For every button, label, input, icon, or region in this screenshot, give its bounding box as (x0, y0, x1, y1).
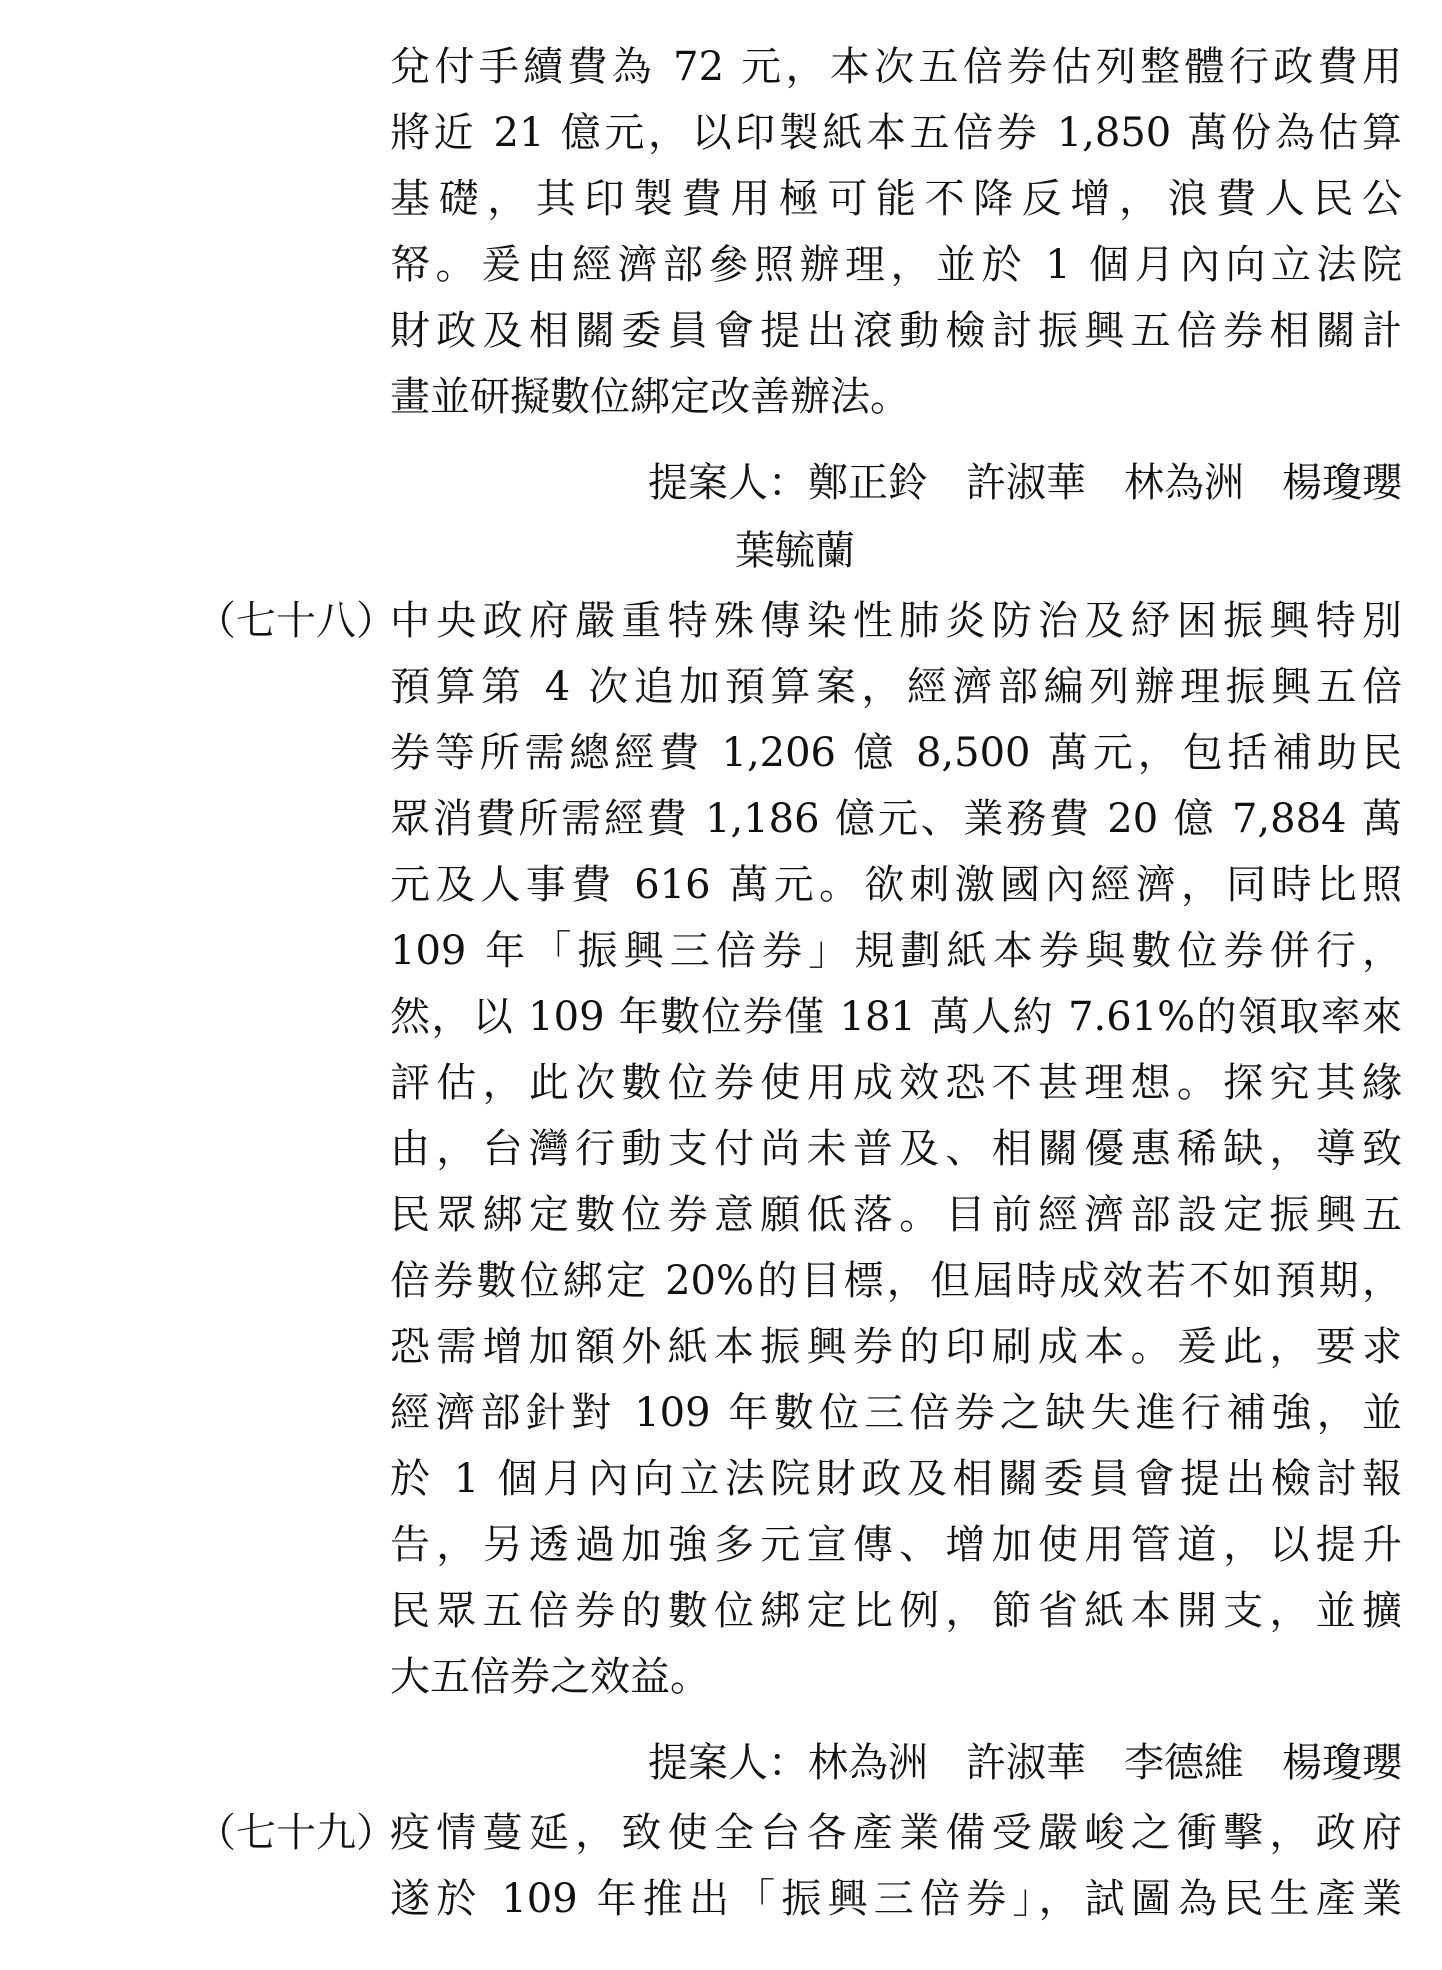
body-line: 疫情蔓延，致使全台各產業備受嚴峻之衝擊，政府 (390, 1810, 1402, 1856)
body-line: 中央政府嚴重特殊傳染性肺炎防治及紓困振興特別 (390, 598, 1402, 644)
body-line: 評估，此次數位券使用成效恐不甚理想。探究其緣 (390, 1060, 1402, 1106)
body-line: 109 年「振興三倍券」規劃紙本券與數位券併行， (390, 928, 1402, 974)
body-line: 財政及相關委員會提出滾動檢討振興五倍券相關計 (390, 308, 1402, 354)
body-line: 基礎，其印製費用極可能不降反增，浪費人民公 (390, 176, 1402, 222)
proposer-name: 葉毓蘭 (735, 528, 855, 574)
proposer-name: 李德維 (1124, 1740, 1244, 1786)
body-line: 告，另透過加強多元宣傳、增加使用管道，以提升 (390, 1522, 1402, 1568)
body-line: 於 1 個月內向立法院財政及相關委員會提出檢討報 (390, 1456, 1402, 1502)
body-line: 由，台灣行動支付尚未普及、相關優惠稀缺，導致 (390, 1126, 1402, 1172)
body-line: 恐需增加額外紙本振興券的印刷成本。爰此，要求 (390, 1324, 1402, 1370)
body-line: 券等所需總經費 1,206 億 8,500 萬元，包括補助民 (390, 730, 1402, 776)
body-line: 帑。爰由經濟部參照辦理，並於 1 個月內向立法院 (390, 242, 1402, 288)
proposer-line (648, 1730, 1402, 1796)
proposer-name: 許淑華 (966, 1740, 1086, 1786)
proposer-label: 提案人： (648, 1740, 808, 1786)
body-line: 民眾綁定數位券意願低落。目前經濟部設定振興五 (390, 1192, 1402, 1238)
body-line: 民眾五倍券的數位綁定比例，節省紙本開支，並擴 (390, 1588, 1402, 1634)
body-line: 經濟部針對 109 年數位三倍券之缺失進行補強，並 (390, 1390, 1402, 1436)
proposer-name: 林為洲 (1124, 460, 1244, 506)
body-line: 然，以 109 年數位券僅 181 萬人約 7.61%的領取率來 (390, 994, 1402, 1040)
proposer-label: 提案人： (648, 460, 808, 506)
body-line: 兌付手續費為 72 元，本次五倍券估列整體行政費用 (390, 44, 1402, 90)
body-line: 將近 21 億元，以印製紙本五倍券 1,850 萬份為估算 (390, 110, 1402, 156)
body-line: 大五倍券之效益。 (390, 1654, 710, 1700)
item-number-78: （七十八） (196, 598, 396, 644)
body-line: 畫並研擬數位綁定改善辦法。 (390, 374, 910, 420)
body-line: 元及人事費 616 萬元。欲刺激國內經濟，同時比照 (390, 862, 1402, 908)
proposer-name: 林為洲 (808, 1740, 928, 1786)
body-line: 倍券數位綁定 20%的目標，但屆時成效若不如預期， (390, 1258, 1402, 1304)
proposer-name: 楊瓊瓔 (1282, 460, 1402, 506)
body-line: 預算第 4 次追加預算案，經濟部編列辦理振興五倍 (390, 664, 1402, 710)
body-line: 遂於 109 年推出「振興三倍券」，試圖為民生產業 (390, 1876, 1402, 1922)
proposer-name: 許淑華 (966, 460, 1086, 506)
proposer-name: 楊瓊瓔 (1282, 1740, 1402, 1786)
item-number-79: （七十九） (196, 1810, 396, 1856)
proposer-line (648, 450, 1402, 516)
proposer-name: 鄭正鈴 (808, 460, 928, 506)
body-line: 眾消費所需經費 1,186 億元、業務費 20 億 7,884 萬 (390, 796, 1402, 842)
